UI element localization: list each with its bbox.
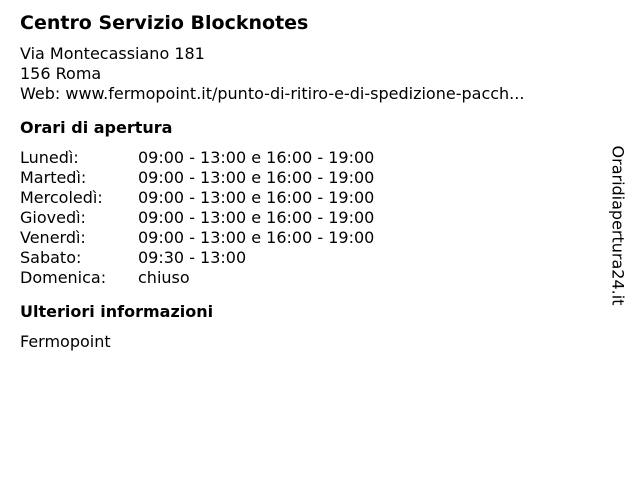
day-hours: 09:00 - 13:00 e 16:00 - 19:00 [138,148,375,167]
day-label: Lunedì: [20,148,79,167]
hours-row-thursday [20,208,600,228]
hours-row-monday [20,148,600,168]
day-label: Domenica: [20,268,107,287]
business-card [20,10,600,352]
day-label: Sabato: [20,248,82,267]
hours-row-sunday [20,268,600,288]
hours-row-wednesday [20,188,600,208]
site-watermark-text: Oraridiapertura24.it [608,145,628,305]
address-line-1: Via Montecassiano 181 [20,44,205,63]
additional-info-title: Ulteriori informazioni [20,302,214,321]
business-name: Centro Servizio Blocknotes [20,12,309,34]
day-hours: 09:00 - 13:00 e 16:00 - 19:00 [138,168,375,187]
day-label: Giovedì: [20,208,86,227]
hours-row-tuesday [20,168,600,188]
address-line-2: 156 Roma [20,64,102,83]
hours-row-saturday [20,248,600,268]
day-hours: 09:00 - 13:00 e 16:00 - 19:00 [138,228,375,247]
day-label: Martedì: [20,168,87,187]
website-link[interactable]: Web: www.fermopoint.it/punto-di-ritiro-e-di-spedizione-pacch... [20,84,525,103]
day-hours: 09:30 - 13:00 [138,248,247,267]
site-watermark [593,135,640,315]
day-hours: chiuso [138,268,190,287]
day-hours: 09:00 - 13:00 e 16:00 - 19:00 [138,208,375,227]
opening-hours-list [20,148,600,288]
day-label: Mercoledì: [20,188,103,207]
hours-row-friday [20,228,600,248]
day-hours: 09:00 - 13:00 e 16:00 - 19:00 [138,188,375,207]
additional-info-text: Fermopoint [20,332,111,351]
opening-hours-title: Orari di apertura [20,118,173,137]
day-label: Venerdì: [20,228,86,247]
